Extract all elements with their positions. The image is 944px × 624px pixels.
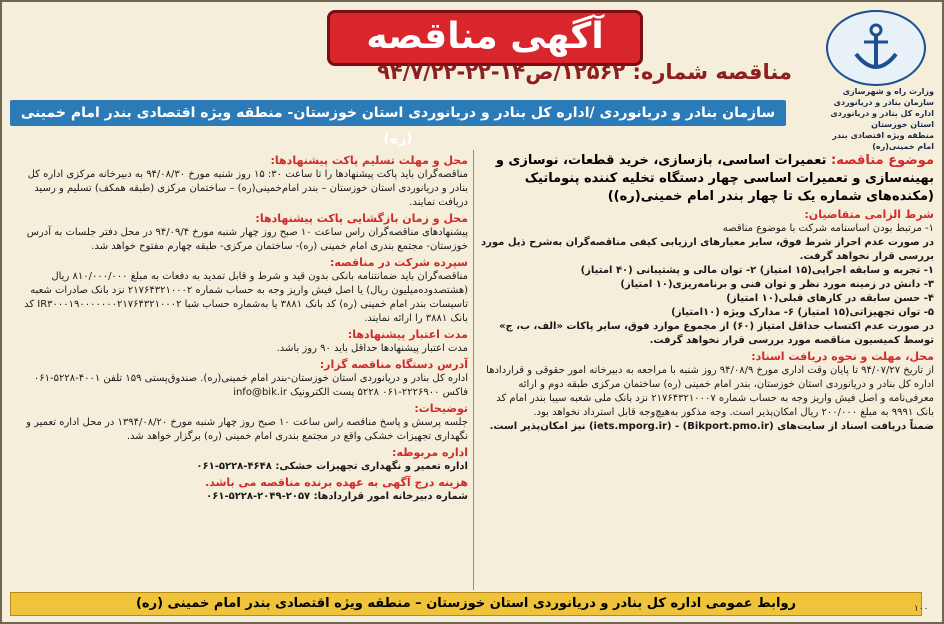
requirement-1: ۱- مرتبط بودن اساسنامه شرکت با موضوع مناقصه [722,223,934,234]
deliver-text: مناقصه‌گران باید پاکت پیشنهادها را تا ساعت ۳۰: ۱۵ روز شنبه مورخ ۹۴/۰۸/۳۰ به دبیرخانه مرکزی اداره کل بنادر و دریانوردی استان خوزستان – بندر امام‌خمینی(ره) – ساختمان مرکزی (طبقه همکف) تسلیم و رسید دریافت نمایند. [27,169,468,208]
subject-block [480,152,934,206]
notes-title: توضیحات: [414,402,468,415]
right-column [480,152,934,434]
notes-text: جلسه پرسش و پاسخ مناقصه راس ساعت ۱۰ صبح روز چهار شنبه مورخ ۱۳۹۴/۰۸/۲۰ در محل اداره تعمیر و نگهداری تجهیزات خشکی واقع در مجتمع بندری امام خمینی (ره) برگزار خواهد شد. [26,417,468,442]
documents-text: از تاریخ ۹۴/۰۷/۲۷ تا پایان وقت اداری مورخ ۹۴/۰۸/۹ روز شنبه با مراجعه به دبیرخانه امور حقوقی و قراردادها اداره کل بنادر و دریانوردی استان خوزستان، بندر امام خمینی (ره) ساختمان مرکزی طبقه دوم و ارائه معرفی‌نامه و اصل فیش واریز وجه به حساب شماره ۲۱۷۶۴۳۲۱۰۰۰۷ نزد بانک ملی شعبه سیبا بندر امام کد بانک ۹۹۹۱ به مبلغ ۲۰۰/۰۰۰ ریال امکان‌پذیر است. وجه مذکور به‌هیچ‌وجه قابل استرداد نخواهد بود. [486,365,934,418]
logo-line: وزارت راه و شهرسازی [842,87,934,96]
validity-title: مدت اعتبار پیشنهادها: [347,328,468,341]
opening-text: پیشنهادهای مناقصه‌گران راس ساعت ۱۰ صبح روز چهار شنبه مورخ ۹۴/۰۹/۴ در محل دفتر جلسات به آدرس خوزستان- مجتمع بندری امام خمینی (ره)- ساختمان مرکزی- طبقه چهارم مفتوح خواهد شد. [26,227,468,252]
footer-bar: روابط عمومی اداره کل بنادر و دریانوردی استان خوزستان – منطقه ویژه اقتصادی بندر امام خمینی (ره) [10,592,922,616]
criteria-line-4: ۵- توان تجهیزاتی(۱۵ امتیاز) ۶- مدارک ویژه (۱۰امتیاز) [671,307,934,318]
tender-number: مناقصه شماره: ۱۲۵۶۲/ص۱۴-۲۲-۹۴/۷/۲۲ [377,60,792,84]
ad-banner: آگهی مناقصه [327,10,643,66]
org-subtitle-bar: سازمان بنادر و دریانوردی /اداره کل بنادر و دریانوردی استان خوزستان- منطقه ویژه اقتصادی بندر امام خمینی (ره) [10,100,786,126]
subject-text: تعمیرات اساسی، بازسازی، خرید قطعات، نوسازی و بهینه‌سازی و تعمیرات اساسی چهار دستگاه تخلیه کننده پنوماتیک (مکنده‌های شماره یک تا چهار بندر امام خمینی(ره)) [495,153,934,204]
criteria-line-3: ۴- حسن سابقه در کارهای قبلی(۱۰ امتیاز) [726,293,934,304]
cost-note: هزینه درج آگهی به عهده برنده مناقصه می باشد. [205,476,468,489]
online-note: ضمناً دریافت اسناد از سایت‌های (Bikport.pmo.ir) - (iets.mporg.ir) نیز امکان‌پذیر است. [489,421,934,432]
logo-line: اداره کل بنادر و دریانوردی استان خوزستان [830,109,934,129]
ad-header [2,2,942,152]
criteria-line-2: ۳- دانش در زمینه مورد نظر و توان فنی و برنامه‌ریزی(۱۰ امتیاز) [620,279,934,290]
subject-label: موضوع مناقصه: [831,153,934,168]
address-title: آدرس دستگاه مناقصه گزار: [319,358,468,371]
validity-text: مدت اعتبار پیشنهادها حداقل باید ۹۰ روز باشد. [276,343,468,354]
left-column [12,152,468,504]
requirement-note: در صورت عدم احراز شرط فوق، سایر معیارهای ارزیابی کیفی مناقصه‌گران به‌شرح ذیل مورد بررسی قرار نخواهد گرفت. [481,237,934,262]
column-divider [473,150,474,590]
logo-line: منطقه ویژه اقتصادی بندر امام خمینی(ره) [832,131,934,151]
secretariat-text: شماره دبیرخانه امور قراردادها: ۲۰۵۷-۲۰۴۹-۵۲۲۸-۰۶۱ [206,491,468,502]
related-title: اداره مربوطه: [392,446,468,459]
logo-caption [814,86,934,152]
page-number: ۱۰۰ [914,604,929,614]
deposit-text: مناقصه‌گران باید ضمانتنامه بانکی بدون قید و شرط و قابل تمدید به دفعات به مبلغ ۸۱۰/۰۰۰/۰۰۰ ریال (هشتصدوده‌میلیون ریال) یا اصل فیش واریز وجه به حساب شماره ۲۱۷۶۴۳۲۱۰۰۰۲ نزد بانک صادرات شعبه تاسیسات بندر امام خمینی (ره) کد بانک ۳۸۸۱ یا به‌شماره حساب شبا IR۳۰۰۰۱۹۰۰۰۰۰۰۰۲۱۷۶۴۳۲۱۰۰۰۲ کد بانک ۳۸۸۱ را ارائه نمایند. [24,271,468,324]
criteria-note: در صورت عدم اکتساب حداقل امتیاز (۶۰) از مجموع موارد فوق، سایر پاکات «الف، ب، ج» توسط کمیسیون مناقصه مورد بررسی قرار نخواهد گرفت. [499,321,934,346]
address-text: اداره کل بنادر و دریانوردی استان خوزستان-بندر امام خمینی(ره). صندوق‌پستی ۱۵۹ تلفن ۴۰۰۱-۵۲۲۸-۰۶۱ فاکس ۲۲۲۶۹۰۰-۰۶۱ ۵۲۲۸ پست الکترونیک info@bik.ir [33,373,468,398]
related-text: اداره تعمیر و نگهداری تجهیزات خشکی: ۴۶۴۸-۵۲۲۸-۰۶۱ [196,461,468,472]
documents-title: محل، مهلت و نحوه دریافت اسناد: [751,350,934,363]
deposit-title: سپرده شرکت در مناقصه: [330,256,468,269]
opening-title: محل و زمان بازگشایی پاکت پیشنهادها: [255,212,468,225]
criteria-line-1: ۱- تجربه و سابقه اجرایی(۱۵ امتیاز) ۲- توان مالی و پشتیبانی (۴۰ امتیاز) [580,265,934,276]
anchor-icon [846,18,906,78]
deliver-title: محل و مهلت تسلیم پاکت پیشنهادها: [270,154,468,167]
requirements-title: شرط الزامی متقاضیان: [804,208,934,221]
logo-line: سازمان بنادر و دریانوردی [833,98,934,107]
ports-logo [826,10,926,86]
